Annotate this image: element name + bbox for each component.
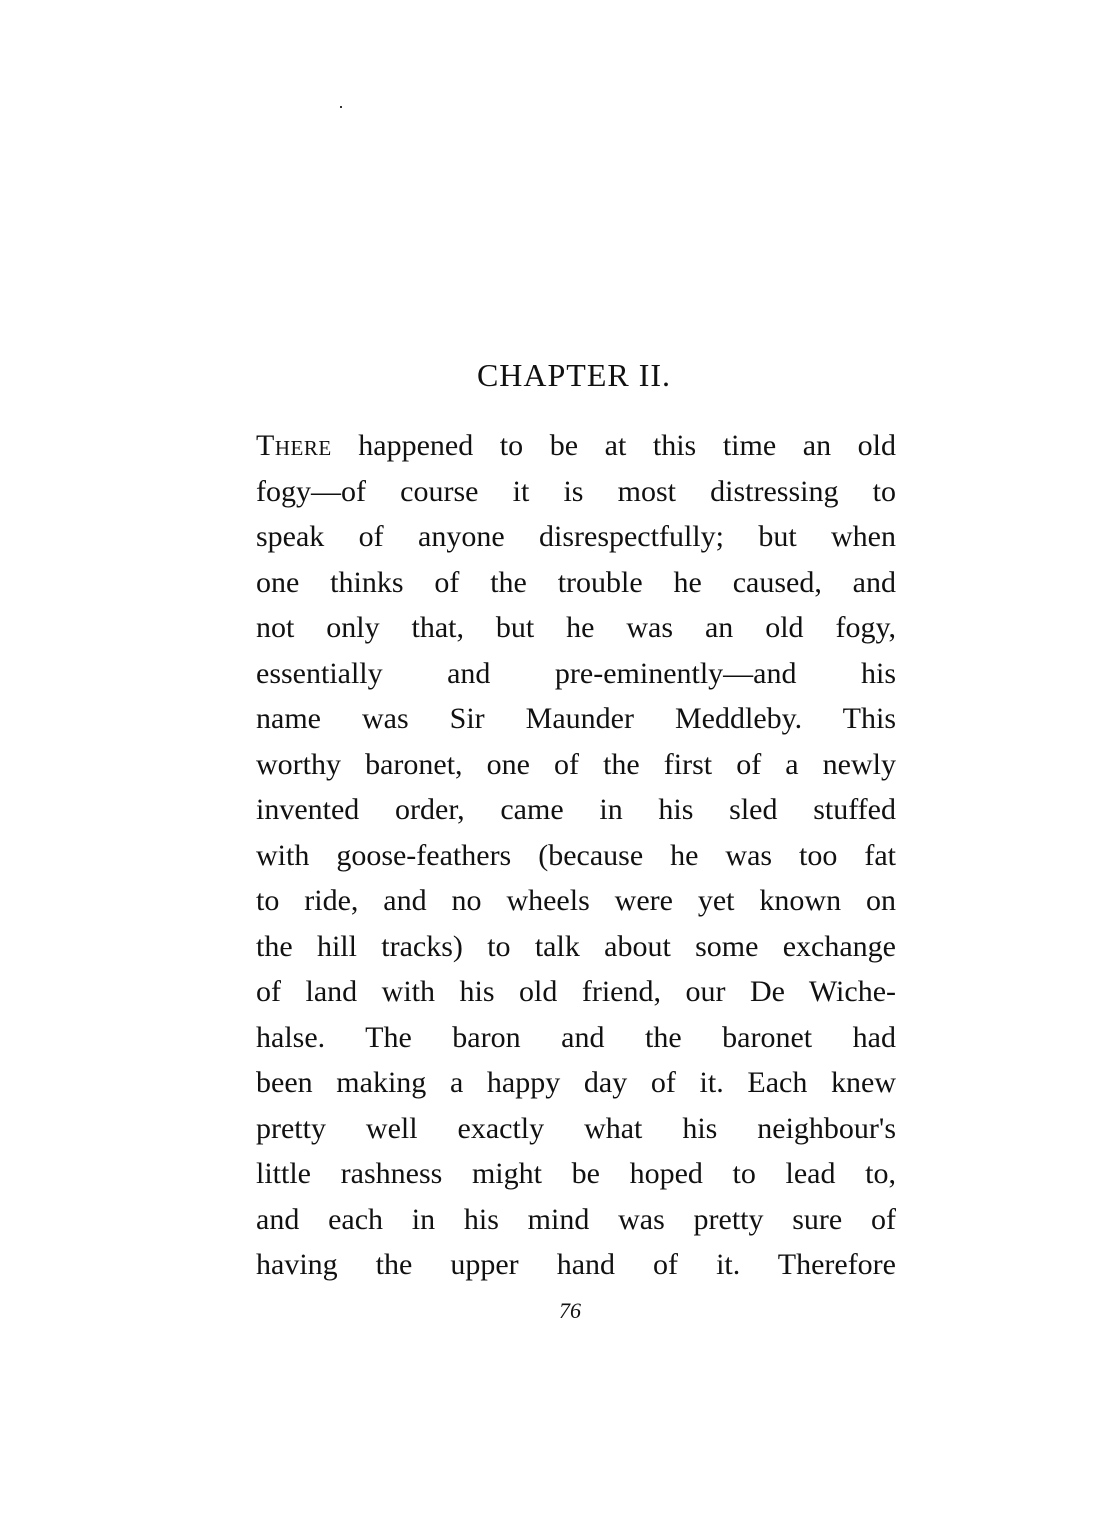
text-line: the hill tracks) to talk about some exchange xyxy=(256,929,896,963)
lead-word: There xyxy=(256,429,332,462)
text-line-rest: happened to be at this time an old xyxy=(331,429,896,462)
text-line: little rashness might be hoped to lead to, xyxy=(256,1157,896,1190)
body-paragraph xyxy=(256,423,896,1288)
text-line: invented order, came in his sled stuffed xyxy=(256,793,896,826)
text-line: with goose-feathers (because he was too fat xyxy=(256,838,896,872)
text-line: to ride, and no wheels were yet known on xyxy=(256,884,896,917)
text-line: name was Sir Maunder Meddleby. This xyxy=(256,702,896,735)
text-line: speak of anyone disrespectfully; but when xyxy=(256,520,896,553)
text-line: of land with his old friend, our De Wiche- xyxy=(256,975,896,1008)
text-line: worthy baronet, one of the first of a newly xyxy=(256,747,896,781)
text-line: fogy—of course it is most distressing to xyxy=(256,474,896,508)
text-line: halse. The baron and the baronet had xyxy=(256,1020,896,1054)
text-line: essentially and pre-eminently—and his xyxy=(256,656,896,690)
chapter-heading: CHAPTER II. xyxy=(476,357,672,393)
text-line: and each in his mind was pretty sure of xyxy=(256,1202,896,1236)
ink-speck xyxy=(340,106,342,108)
text-line: one thinks of the trouble he caused, and xyxy=(256,565,896,599)
text-line: not only that, but he was an old fogy, xyxy=(256,611,896,644)
text-line: having the upper hand of it. Therefore xyxy=(256,1248,896,1281)
text-line: pretty well exactly what his neighbour's xyxy=(256,1111,896,1145)
text-line: been making a happy day of it. Each knew xyxy=(256,1066,896,1099)
text-line xyxy=(256,423,896,469)
page-number: 76 xyxy=(559,1298,581,1323)
